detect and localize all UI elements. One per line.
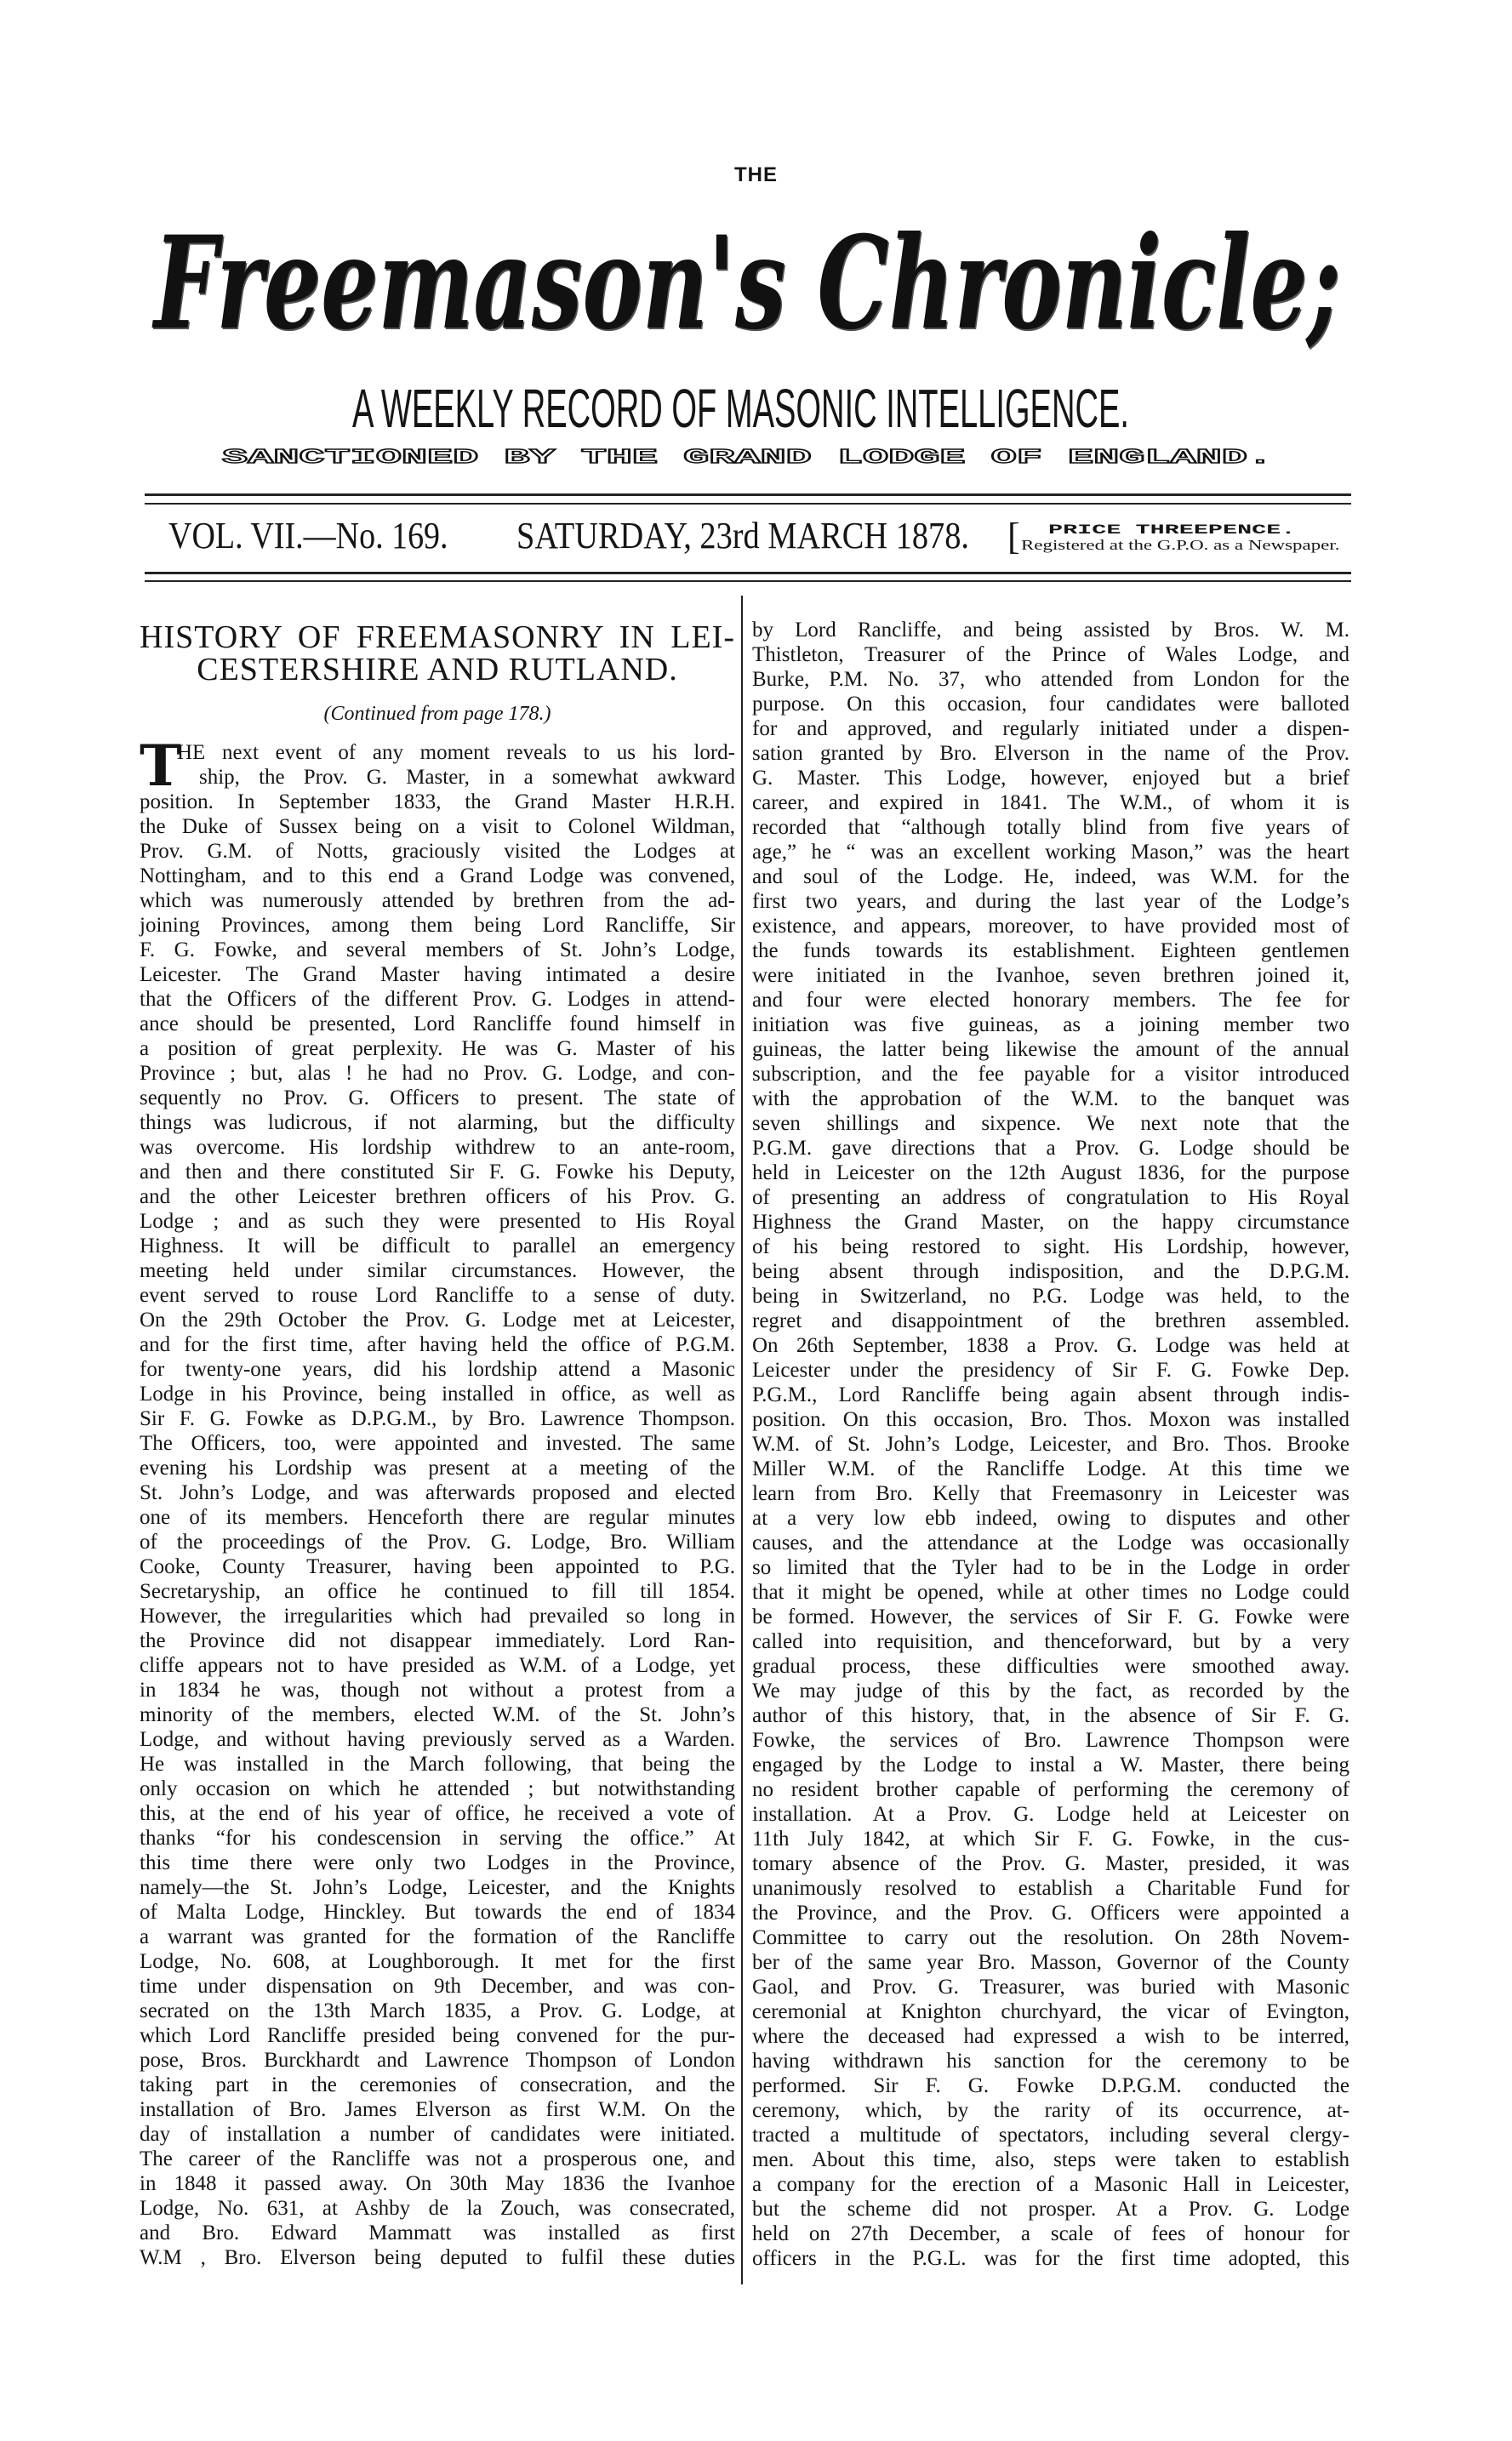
text-line-content: only occasion on which he attended ; but notwithstanding	[140, 1777, 735, 1800]
text-line	[140, 1308, 735, 1332]
text-line	[140, 790, 735, 814]
price: PRICE THREEPENCE.	[1048, 522, 1296, 538]
text-line-content: purpose. On this occasion, four candidates were balloted	[752, 693, 1349, 716]
sanction-line: SANCTIONED BY THE GRAND LODGE OF ENGLAND.	[222, 447, 1273, 470]
text-line-content: He was installed in the March following, that being the	[140, 1753, 735, 1776]
text-line-content: and soul of the Lodge. He, indeed, was W.M. for the	[752, 865, 1349, 888]
text-line-content: Lodge, and without having previously served as a Warden.	[140, 1728, 735, 1751]
text-line	[752, 2246, 1349, 2271]
text-line-content: age,” he “ was an excellent working Mason,” was the heart	[752, 841, 1349, 864]
text-line-content: no resident brother capable of performing the ceremony of	[752, 1778, 1349, 1801]
article-column-left	[140, 733, 735, 2270]
text-line-content: Secretaryship, an office he continued to fill till 1854.	[140, 1580, 735, 1603]
rule-mid-2	[145, 580, 1351, 582]
text-line	[752, 1407, 1349, 1432]
article-heading-line1: HISTORY OF FREEMASONRY IN LEI-	[140, 619, 735, 655]
text-line-content: The Officers, too, were appointed and invested. The same	[140, 1432, 735, 1455]
text-line-content: position. On this occasion, Bro. Thos. Moxon was installed	[752, 1408, 1349, 1431]
text-line-content: men. About this time, also, steps were taken to establish	[752, 2148, 1349, 2171]
text-line	[140, 1653, 735, 1678]
text-line-content: We may judge of this by the fact, as recorded by the	[752, 1680, 1349, 1702]
continued-note	[140, 703, 735, 726]
text-line	[140, 839, 735, 864]
text-line-content: initiation was five guineas, as a joining member two	[752, 1013, 1349, 1036]
text-line-content: of presenting an address of congratulation to His Royal	[752, 1186, 1349, 1209]
text-line	[140, 2122, 735, 2147]
text-line	[140, 1974, 735, 1999]
text-line	[752, 1259, 1349, 1284]
text-line	[752, 1210, 1349, 1235]
text-line-content: guineas, the latter being likewise the amount of the annual	[752, 1038, 1349, 1061]
text-line	[752, 1457, 1349, 1481]
text-line	[140, 1801, 735, 1826]
text-line	[752, 1629, 1349, 1654]
text-line	[752, 1358, 1349, 1383]
text-line	[140, 2245, 735, 2270]
text-line	[752, 1703, 1349, 1728]
text-line	[140, 1925, 735, 1949]
text-line	[140, 1012, 735, 1036]
text-line	[140, 1851, 735, 1875]
text-line-content: that the Officers of the different Prov. G. Lodges in attend-	[140, 988, 735, 1011]
text-line-content: cliffe appears not to have presided as W.M. of a Lodge, yet	[140, 1654, 735, 1677]
text-line-content: The career of the Rancliffe was not a prosperous one, and	[140, 2147, 735, 2170]
text-line	[752, 1555, 1349, 1580]
text-line	[140, 1604, 735, 1628]
text-line-content: Fowke, the services of Bro. Lawrence Thompson were	[752, 1729, 1349, 1752]
text-line	[140, 913, 735, 938]
text-line-content: ceremony, which, by the rarity of its occurrence, at-	[752, 2099, 1349, 2122]
text-line-content: in 1834 he was, though not without a protest from a	[140, 1679, 735, 1702]
text-line	[752, 1654, 1349, 1679]
continued-text: (Continued from page 178.)	[323, 703, 551, 725]
text-line	[752, 2147, 1349, 2172]
text-line-content: engaged by the Lodge to instal a W. Master, there being	[752, 1754, 1349, 1777]
text-line	[752, 2123, 1349, 2147]
text-line-content: things was ludicrous, if not alarming, but the difficulty	[140, 1111, 735, 1134]
text-line-content: Nottingham, and to this end a Grand Lodge was convened,	[140, 864, 735, 887]
column-divider	[741, 596, 743, 2284]
text-line-content: tracted a multitude of spectators, including several clergy-	[752, 2124, 1349, 2147]
text-line-content: sation granted by Bro. Elverson in the name of the Prov.	[752, 742, 1349, 765]
text-line	[752, 2073, 1349, 2098]
text-line	[752, 2221, 1349, 2246]
text-line-content: day of installation a number of candidates were initiated.	[140, 2123, 735, 2146]
text-line	[140, 1752, 735, 1777]
text-line	[140, 1110, 735, 1135]
newspaper-subtitle: A WEEKLY RECORD OF MASONIC INTELLIGENCE.	[352, 378, 1129, 439]
text-line	[140, 1480, 735, 1505]
text-line	[140, 1554, 735, 1579]
text-line-content: be formed. However, the services of Sir F. G. Fowke were	[752, 1605, 1349, 1628]
rule-top-1	[145, 493, 1351, 496]
text-line-content: tomary absence of the Prov. G. Master, presided, it was	[752, 1852, 1349, 1875]
text-line-content: minority of the members, elected W.M. of the St. John’s	[140, 1703, 735, 1726]
text-line	[752, 790, 1349, 815]
text-line	[140, 1135, 735, 1160]
text-line	[140, 2171, 735, 2196]
text-line	[752, 1383, 1349, 1407]
text-line-content: held in Leicester on the 12th August 1836, for the purpose	[752, 1161, 1349, 1184]
text-line-content: the funds towards its establishment. Eighteen gentlemen	[752, 939, 1349, 962]
text-line-content: for and approved, and regularly initiated under a dispen-	[752, 717, 1349, 740]
text-line	[140, 1949, 735, 1974]
text-line-content: Lodge, No. 631, at Ashby de la Zouch, was consecrated,	[140, 2197, 735, 2220]
text-line-content: and the other Leicester brethren officers of his Prov. G.	[140, 1185, 735, 1208]
text-line-content: first two years, and during the last year of the Lodge’s	[752, 890, 1349, 913]
text-line-content: having withdrawn his sanction for the ceremony to be	[752, 2050, 1349, 2073]
text-line-content: Gaol, and Prov. G. Treasurer, was buried with Masonic	[752, 1976, 1349, 1999]
rule-top-2	[145, 503, 1351, 505]
text-line	[752, 1086, 1349, 1111]
text-line	[752, 1975, 1349, 1999]
text-line-content: W.M , Bro. Elverson being deputed to fulfil these duties	[140, 2246, 735, 2269]
text-line-content: On the 29th October the Prov. G. Lodge met at Leicester,	[140, 1309, 735, 1332]
text-line-content: subscription, and the fee payable for a visitor introduced	[752, 1063, 1349, 1086]
text-line	[752, 716, 1349, 741]
text-line-content: Sir F. G. Fowke as D.P.G.M., by Bro. Lawrence Thompson.	[140, 1407, 735, 1430]
text-line	[752, 692, 1349, 716]
text-line-content: installation of Bro. James Elverson as first W.M. On the	[140, 2098, 735, 2121]
text-line	[140, 1406, 735, 1431]
text-line	[752, 1999, 1349, 2024]
text-line-content: taking part in the ceremonies of consecration, and the	[140, 2073, 735, 2096]
text-line	[140, 1456, 735, 1480]
text-line-content: ship, the Prov. G. Master, in a somewhat awkward	[199, 766, 735, 789]
text-line-content: time under dispensation on 9th December, and was con-	[140, 1975, 735, 1998]
text-line-content: for twenty-one years, did his lordship attend a Masonic	[140, 1358, 735, 1381]
text-line-content: learn from Bro. Kelly that Freemasonry in Leicester was	[752, 1482, 1349, 1505]
newspaper-title: Freemason's Chronicle;	[154, 208, 1341, 358]
text-line-content: the Province, and the Prov. G. Officers were appointed a	[752, 1902, 1349, 1925]
text-line	[140, 1826, 735, 1851]
text-line-content: Leicester. The Grand Master having intimated a desire	[140, 963, 735, 986]
text-line	[140, 765, 735, 790]
text-line-content: Burke, P.M. No. 37, who attended from London for the	[752, 668, 1349, 691]
text-line-content: Prov. G.M. of Notts, graciously visited the Lodges at	[140, 840, 735, 863]
text-line-content: recorded that “although totally blind from five years of	[752, 816, 1349, 839]
text-line	[140, 1332, 735, 1357]
text-line-content: W.M. of St. John’s Lodge, Leicester, and Bro. Thos. Brooke	[752, 1433, 1349, 1456]
text-line	[752, 741, 1349, 766]
text-line-content: a company for the erection of a Masonic Hall in Leicester,	[752, 2173, 1349, 2196]
text-line	[140, 1382, 735, 1406]
text-line-content: gradual process, these difficulties were smoothed away.	[752, 1655, 1349, 1678]
text-line	[140, 1999, 735, 2023]
text-line-content: Lodge, No. 608, at Loughborough. It met for the first	[140, 1950, 735, 1973]
text-line	[140, 1628, 735, 1653]
text-line-content: joining Provinces, among them being Lord Rancliffe, Sir	[140, 914, 735, 937]
text-line	[752, 1901, 1349, 1925]
text-line	[140, 1234, 735, 1258]
text-line	[140, 1209, 735, 1234]
text-line	[140, 1505, 735, 1530]
text-line	[752, 1136, 1349, 1161]
text-line	[752, 2172, 1349, 2197]
text-line-content: of his being restored to sight. His Lordship, however,	[752, 1235, 1349, 1258]
text-line	[752, 1753, 1349, 1777]
text-line-content: one of its members. Henceforth there are regular minutes	[140, 1506, 735, 1529]
text-line	[752, 667, 1349, 692]
text-line-content: were initiated in the Ivanhoe, seven brethren joined it,	[752, 964, 1349, 987]
text-line-content: existence, and appears, moreover, to have provided most of	[752, 915, 1349, 938]
text-line-content: so limited that the Tyler had to be in the Lodge in order	[752, 1556, 1349, 1579]
text-line-content: event served to rouse Lord Rancliffe to a sense of duty.	[140, 1284, 735, 1307]
text-line	[752, 963, 1349, 988]
text-line	[140, 938, 735, 962]
text-line-content: unanimously resolved to establish a Charitable Fund for	[752, 1877, 1349, 1900]
issue-date: SATURDAY, 23rd MARCH 1878.	[516, 515, 970, 556]
text-line	[140, 1283, 735, 1308]
text-line-content: P.G.M. gave directions that a Prov. G. Lodge should be	[752, 1137, 1349, 1160]
text-line-content: F. G. Fowke, and several members of St. John’s Lodge,	[140, 938, 735, 961]
text-line	[140, 2097, 735, 2122]
text-line-content: where the deceased had expressed a wish to be interred,	[752, 2025, 1349, 2048]
text-line-content: being in Switzerland, no P.G. Lodge was held, to the	[752, 1285, 1349, 1308]
text-line-content: that it might be opened, while at other times no Lodge could	[752, 1581, 1349, 1604]
text-line	[752, 1580, 1349, 1605]
text-line-content: causes, and the attendance at the Lodge was occasionally	[752, 1531, 1349, 1554]
text-line	[752, 1802, 1349, 1827]
text-line	[752, 1777, 1349, 1802]
text-line	[140, 1678, 735, 1702]
text-line	[752, 1925, 1349, 1950]
text-line-content: secrated on the 13th March 1835, a Prov. G. Lodge, at	[140, 1999, 735, 2022]
text-line-content: However, the irregularities which had prevailed so long in	[140, 1605, 735, 1628]
text-line-content: evening his Lordship was present at a meeting of the	[140, 1457, 735, 1480]
text-line-content: a position of great perplexity. He was G. Master of his	[140, 1037, 735, 1060]
text-line	[752, 1851, 1349, 1876]
text-line	[140, 1702, 735, 1727]
text-line-content: and Bro. Edward Mammatt was installed as first	[140, 2221, 735, 2244]
text-line-content: Leicester under the presidency of Sir F. G. Fowke Dep.	[752, 1359, 1349, 1382]
text-line-content: G. Master. This Lodge, however, enjoyed but a brief	[752, 767, 1349, 790]
text-line	[752, 642, 1349, 667]
text-line	[140, 814, 735, 839]
text-line	[752, 2024, 1349, 2049]
text-line-content: Cooke, County Treasurer, having been appointed to P.G.	[140, 1555, 735, 1578]
text-line-content: being absent through indisposition, and the D.P.G.M.	[752, 1260, 1349, 1283]
text-line-content: Miller W.M. of the Rancliffe Lodge. At this time we	[752, 1457, 1349, 1480]
text-line	[752, 1876, 1349, 1901]
text-line	[140, 1579, 735, 1604]
text-line	[140, 1727, 735, 1752]
text-line-content: in 1848 it passed away. On 30th May 1836 the Ivanhoe	[140, 2172, 735, 2195]
text-line	[752, 988, 1349, 1012]
text-line	[752, 1309, 1349, 1333]
text-line	[140, 2147, 735, 2171]
text-line-content: P.G.M., Lord Rancliffe being again absent through indis-	[752, 1383, 1349, 1406]
text-line-content: position. In September 1833, the Grand Master H.R.H.	[140, 790, 735, 813]
text-line	[140, 2196, 735, 2221]
text-line-content: thanks “for his condescension in serving the office.” At	[140, 1827, 735, 1850]
text-line	[752, 840, 1349, 864]
text-line	[140, 2221, 735, 2245]
text-line-content: with the approbation of the W.M. to the banquet was	[752, 1087, 1349, 1110]
text-line-content: Highness. It will be difficult to parallel an emergency	[140, 1235, 735, 1258]
text-line	[752, 1531, 1349, 1555]
text-line	[140, 987, 735, 1012]
text-line-content: installation. At a Prov. G. Lodge held at Leicester on	[752, 1803, 1349, 1826]
text-line	[752, 1432, 1349, 1457]
text-line	[752, 1827, 1349, 1851]
text-line-content: On 26th September, 1838 a Prov. G. Lodge was held at	[752, 1334, 1349, 1357]
text-line	[140, 1086, 735, 1110]
text-line	[140, 1258, 735, 1283]
text-line-content: the Province did not disappear immediately. Lord Ran-	[140, 1629, 735, 1652]
text-line-content: Province ; but, alas ! he had no Prov. G. Lodge, and con-	[140, 1062, 735, 1085]
text-line	[752, 1111, 1349, 1136]
text-line	[140, 1160, 735, 1184]
text-line	[140, 1900, 735, 1925]
text-line	[752, 1284, 1349, 1309]
text-line-content: author of this history, that, in the absence of Sir F. G.	[752, 1704, 1349, 1727]
text-line	[140, 1061, 735, 1086]
text-line	[140, 1530, 735, 1554]
text-line	[140, 888, 735, 913]
text-line	[140, 1875, 735, 1900]
text-line	[752, 2098, 1349, 2123]
text-line	[752, 914, 1349, 938]
text-line-content: which was numerously attended by brethren from the ad-	[140, 889, 735, 912]
text-line	[752, 1950, 1349, 1975]
text-line-content: 11th July 1842, at which Sir F. G. Fowke, in the cus-	[752, 1828, 1349, 1851]
text-line-content: ber of the same year Bro. Masson, Governor of the County	[752, 1951, 1349, 1974]
text-line	[752, 1481, 1349, 1506]
text-line-content: of the proceedings of the Prov. G. Lodge, Bro. William	[140, 1531, 735, 1554]
price-bracket: [	[1007, 516, 1020, 557]
text-line	[140, 2023, 735, 2048]
text-line-content: Thistleton, Treasurer of the Prince of Wales Lodge, and	[752, 643, 1349, 666]
registration-note: Registered at the G.P.O. as a Newspaper.	[1021, 537, 1340, 553]
text-line-content: of Malta Lodge, Hinckley. But towards the end of 1834	[140, 1901, 735, 1924]
text-line-content: career, and expired in 1841. The W.M., of whom it is	[752, 791, 1349, 814]
text-line-content: this time there were only two Lodges in the Province,	[140, 1851, 735, 1874]
text-line	[752, 938, 1349, 963]
text-line	[140, 2048, 735, 2073]
text-line-content: regret and disappointment of the brethren assembled.	[752, 1309, 1349, 1332]
text-line-content: held on 27th December, a scale of fees of honour for	[752, 2222, 1349, 2245]
text-line-content: ceremonial at Knighton churchyard, the vicar of Evington,	[752, 2000, 1349, 2023]
text-line-content: but the scheme did not prosper. At a Prov. G. Lodge	[752, 2198, 1349, 2221]
text-line	[752, 889, 1349, 914]
text-line-content: this, at the end of his year of office, he received a vote of	[140, 1802, 735, 1825]
drop-cap: T	[140, 733, 182, 799]
text-line	[140, 1431, 735, 1456]
text-line	[752, 2197, 1349, 2221]
text-line	[140, 1357, 735, 1382]
text-line	[140, 2073, 735, 2097]
text-line	[752, 766, 1349, 790]
text-line	[752, 1605, 1349, 1629]
text-line-content: ance should be presented, Lord Rancliffe found himself in	[140, 1012, 735, 1035]
text-line-content: seven shillings and sixpence. We next note that the	[752, 1112, 1349, 1135]
text-line-content: pose, Bros. Burckhardt and Lawrence Thompson of London	[140, 2049, 735, 2072]
text-line-content: Lodge ; and as such they were presented to His Royal	[140, 1210, 735, 1233]
text-line-content: St. John’s Lodge, and was afterwards proposed and elected	[140, 1481, 735, 1504]
text-line-content: Lodge in his Province, being installed in office, as well as	[140, 1383, 735, 1406]
text-line-content: was overcome. His lordship withdrew to an ante-room,	[140, 1136, 735, 1159]
text-line	[752, 1728, 1349, 1753]
text-line	[752, 815, 1349, 840]
rule-mid-1	[145, 572, 1351, 574]
text-line	[752, 1235, 1349, 1259]
text-line	[752, 1185, 1349, 1210]
volume-number: VOL. VII.—No. 169.	[168, 515, 448, 556]
text-line-content: and four were elected honorary members. The fee for	[752, 989, 1349, 1012]
text-line	[752, 864, 1349, 889]
text-line-content: and for the first time, after having held the office of P.G.M.	[140, 1333, 735, 1356]
text-line	[140, 1036, 735, 1061]
text-line	[752, 1161, 1349, 1185]
text-line	[752, 2049, 1349, 2073]
text-line	[752, 1679, 1349, 1703]
text-line-content: and then and there constituted Sir F. G. Fowke his Deputy,	[140, 1161, 735, 1183]
text-line	[140, 962, 735, 987]
article-column-right	[752, 618, 1349, 2271]
text-line-content: the Duke of Sussex being on a visit to Colonel Wildman,	[140, 815, 735, 838]
masthead-the: THE	[734, 163, 778, 186]
text-line	[752, 1062, 1349, 1086]
text-line-content: which Lord Rancliffe presided being convened for the pur-	[140, 2024, 735, 2047]
text-line-content: Committee to carry out the resolution. On 28th Novem-	[752, 1926, 1349, 1949]
text-line-content: officers in the P.G.L. was for the first time adopted, this	[752, 2247, 1349, 2270]
text-line-content: HE next event of any moment reveals to us his lord-	[177, 741, 735, 764]
text-line-content: namely—the St. John’s Lodge, Leicester, and the Knights	[140, 1876, 735, 1899]
text-line-content: sequently no Prov. G. Officers to present. The state of	[140, 1086, 735, 1109]
text-line	[140, 1777, 735, 1801]
text-line	[140, 1184, 735, 1209]
text-line-content: a warrant was granted for the formation of the Rancliffe	[140, 1925, 735, 1948]
text-line-content: meeting held under similar circumstances. However, the	[140, 1259, 735, 1282]
text-line	[752, 1506, 1349, 1531]
text-line-content: Highness the Grand Master, on the happy circumstance	[752, 1211, 1349, 1234]
text-line-content: called into requisition, and thenceforward, but by a very	[752, 1630, 1349, 1653]
text-line	[752, 1012, 1349, 1037]
text-line	[752, 1037, 1349, 1062]
text-line	[752, 618, 1349, 642]
text-line	[140, 864, 735, 888]
text-line	[752, 1333, 1349, 1358]
article-heading-line2: CESTERSHIRE AND RUTLAND.	[197, 652, 678, 687]
text-line-content: performed. Sir F. G. Fowke D.P.G.M. conducted the	[752, 2074, 1349, 2097]
text-line-content: by Lord Rancliffe, and being assisted by Bros. W. M.	[752, 619, 1349, 642]
text-line-content: at a very low ebb indeed, owing to disputes and other	[752, 1507, 1349, 1530]
